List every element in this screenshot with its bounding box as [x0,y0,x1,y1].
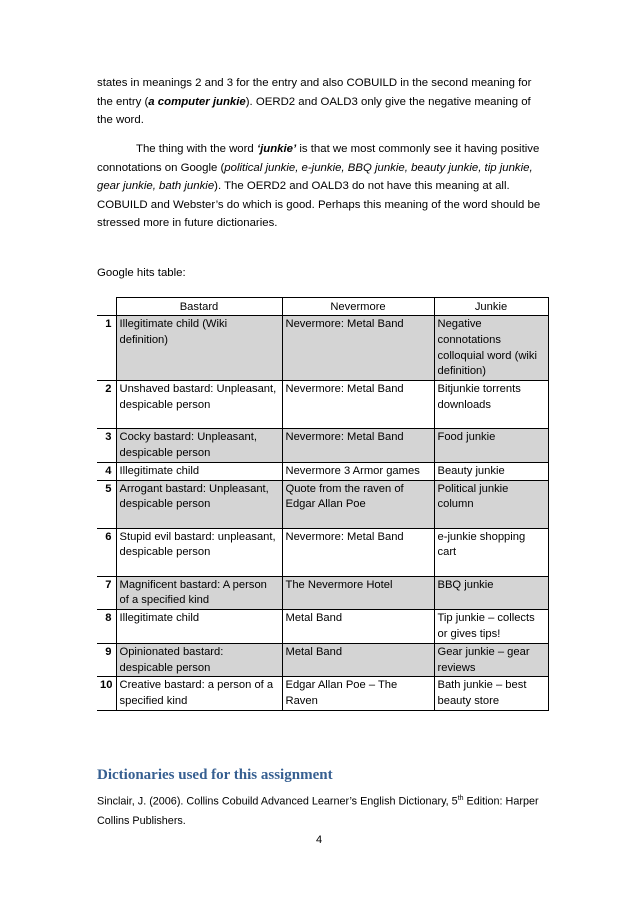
paragraph-2 [97,140,549,233]
paragraph-1-text-a: states in meanings 2 and 3 for the entry and also COBUILD in the second meaning for the entry ( [97,77,532,108]
row-number: 5 [97,480,116,528]
table-row [97,528,548,576]
table-row [97,643,548,677]
paragraph-1 [97,74,549,130]
row-number: 4 [97,462,116,480]
row-number: 2 [97,381,116,429]
header-number [97,298,116,316]
table-row [97,316,548,381]
paragraph-1-text-c: ). OERD2 and OALD3 only give the negative meaning of the word. [97,95,531,127]
cell-bastard: Unshaved bastard: Unpleasant, despicable person [116,381,282,429]
table-row [97,462,548,480]
cell-nevermore: Nevermore: Metal Band [282,381,434,429]
cell-nevermore: Nevermore: Metal Band [282,429,434,463]
header-bastard: Bastard [116,298,282,316]
table-row [97,429,548,463]
cell-junkie: Gear junkie – gear reviews [434,643,548,677]
cell-bastard: Cocky bastard: Unpleasant, despicable person [116,429,282,463]
cell-bastard: Stupid evil bastard: unpleasant, despicable person [116,528,282,576]
row-number: 9 [97,643,116,677]
row-number: 6 [97,528,116,576]
cell-junkie: Beauty junkie [434,462,548,480]
cell-bastard: Illegitimate child (Wiki definition) [116,316,282,381]
cell-nevermore: Metal Band [282,610,434,644]
paragraph-2-text-e: ). The OERD2 and OALD3 do not have this meaning at all. COBUILD and Webster’s do which is good. Perhaps this meaning of the word should be stressed more in future dictionaries. [97,180,541,230]
row-number: 7 [97,576,116,610]
reference-entry [97,789,547,831]
table-row [97,576,548,610]
cell-bastard: Opinionated bastard: despicable person [116,643,282,677]
paragraph-2-text-c: is that we most commonly see it having positive connotations on Google ( [97,143,540,174]
table-row [97,381,548,429]
cell-nevermore: Nevermore: Metal Band [282,316,434,381]
cell-junkie: Bath junkie – best beauty store [434,677,548,711]
paragraph-2-keyword: ‘junkie’ [256,143,297,155]
reference-superscript: th [457,795,464,802]
cell-nevermore: Edgar Allan Poe – The Raven [282,677,434,711]
cell-junkie: Food junkie [434,429,548,463]
cell-junkie: e-junkie shopping cart [434,528,548,576]
row-number: 10 [97,677,116,711]
section-heading: Dictionaries used for this assignment [97,767,333,783]
cell-junkie: Negative connotations colloquial word (wiki definition) [434,316,548,381]
paragraph-1-emphasis: a computer junkie [148,95,246,108]
header-junkie: Junkie [434,298,548,316]
cell-junkie: Tip junkie – collects or gives tips! [434,610,548,644]
cell-nevermore: Quote from the raven of Edgar Allan Poe [282,480,434,528]
reference-text-b: Edition: Harper Collins Publishers. [97,795,539,827]
google-hits-table [97,297,549,711]
cell-nevermore: Nevermore 3 Armor games [282,462,434,480]
table-row [97,480,548,528]
header-nevermore: Nevermore [282,298,434,316]
page-number: 4 [315,834,323,846]
cell-bastard: Magnificent bastard: A person of a specified kind [116,576,282,610]
cell-bastard: Arrogant bastard: Unpleasant, despicable person [116,480,282,528]
cell-junkie: Bitjunkie torrents downloads [434,381,548,429]
row-number: 1 [97,316,116,381]
table-row [97,677,548,711]
cell-nevermore: Metal Band [282,643,434,677]
cell-junkie: BBQ junkie [434,576,548,610]
paragraph-2-text-a: The thing with the word [136,143,257,155]
cell-bastard: Creative bastard: a person of a specified kind [116,677,282,711]
table-row [97,610,548,644]
cell-junkie: Political junkie column [434,480,548,528]
reference-text-a: Sinclair, J. (2006). Collins Cobuild Advanced Learner’s English Dictionary, 5 [97,795,458,808]
cell-nevermore: The Nevermore Hotel [282,576,434,610]
table-label: Google hits table: [97,267,186,279]
row-number: 3 [97,429,116,463]
row-number: 8 [97,610,116,644]
cell-nevermore: Nevermore: Metal Band [282,528,434,576]
table-header-row [97,298,548,316]
cell-bastard: Illegitimate child [116,462,282,480]
paragraph-2-examples: political junkie, e-junkie, BBQ junkie, beauty junkie, tip junkie, gear junkie, bath junkie [97,161,533,193]
cell-bastard: Illegitimate child [116,610,282,644]
